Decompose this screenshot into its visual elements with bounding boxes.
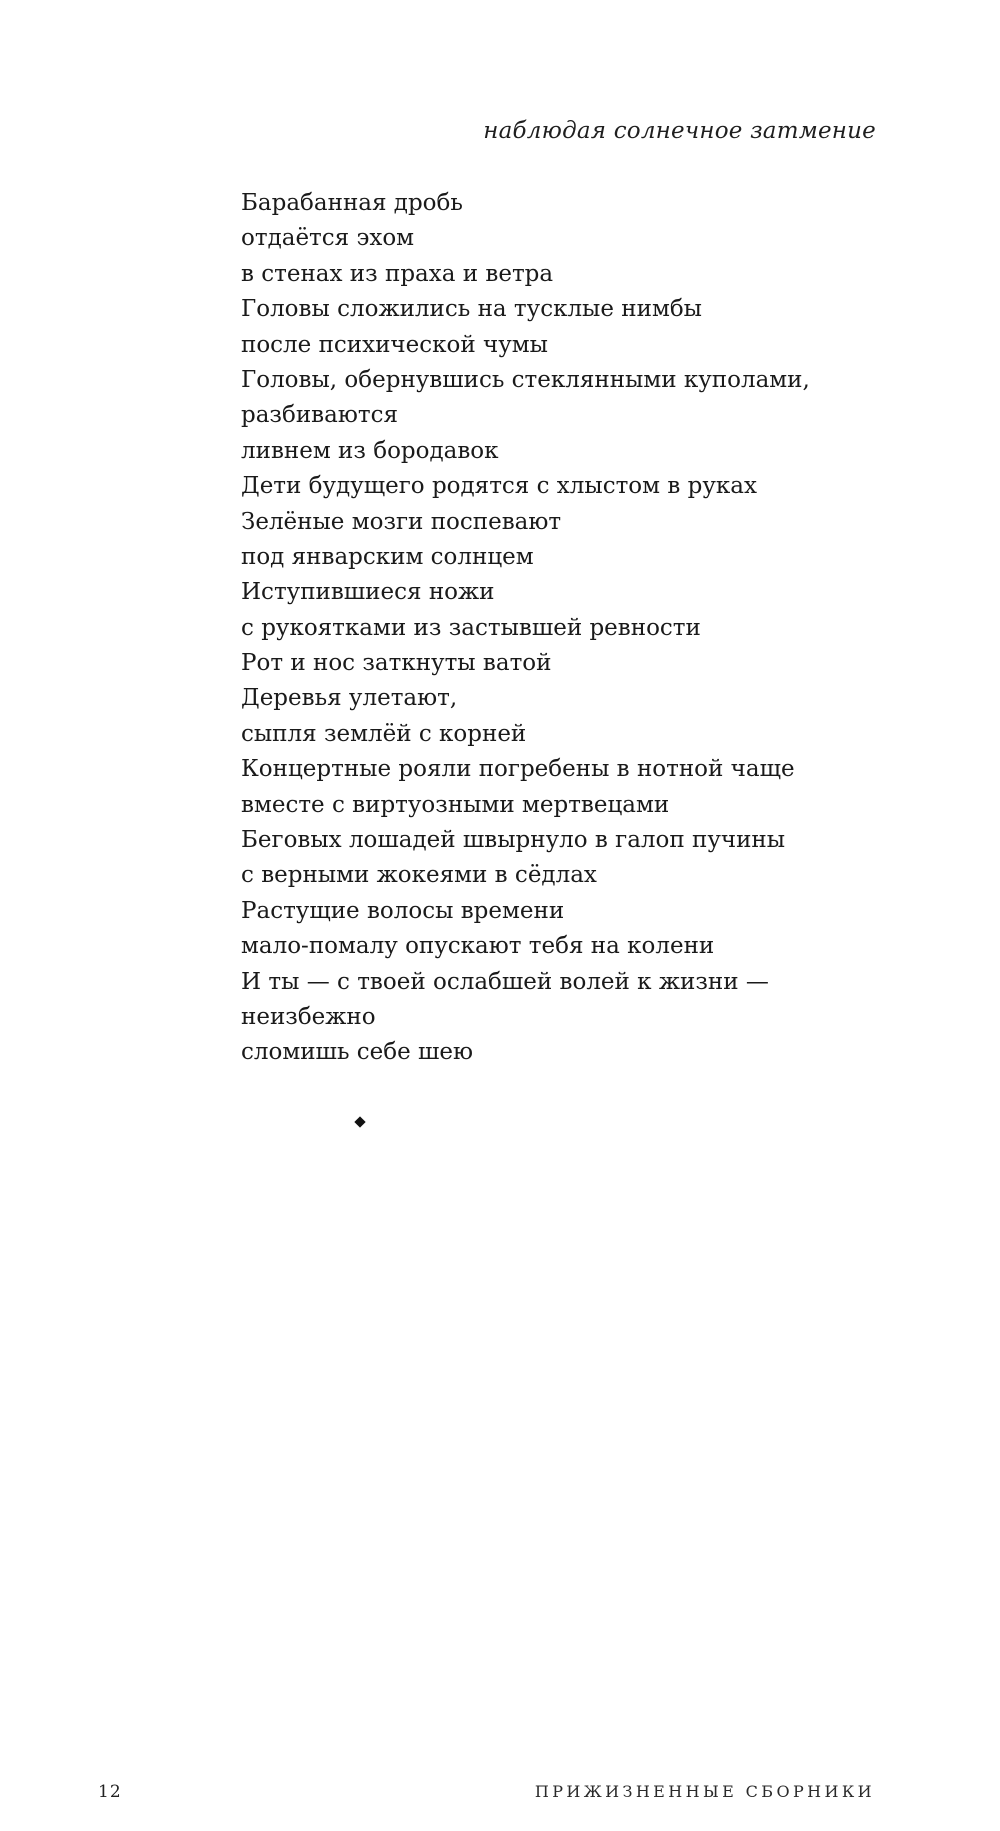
running-head-title: наблюдая солнечное затмение — [483, 118, 876, 144]
poem-line: мало-помалу опускают тебя на колени — [241, 933, 715, 960]
poem-line: сломишь себе шею — [241, 1039, 474, 1066]
poem-line: сыпля землёй с корней — [241, 720, 527, 747]
page-number: 12 — [98, 1782, 122, 1802]
poem-line: в стенах из праха и ветра — [241, 260, 554, 287]
footer-section-title: ПРИЖИЗНЕННЫЕ СБОРНИКИ — [534, 1782, 875, 1801]
poem-line: Барабанная дробь — [241, 190, 463, 216]
poem-line: с верными жокеями в сёдлах — [241, 862, 597, 889]
poem-line: разбиваются — [241, 402, 398, 429]
poem-line: после психической чумы — [241, 331, 548, 358]
poem-line: Растущие волосы времени — [241, 897, 565, 924]
poem-line: с рукоятками из застывшей ревности — [241, 614, 701, 641]
poem-line: Иступившиеся ножи — [241, 579, 495, 606]
poem-line: вместе с виртуозными мертвецами — [241, 791, 670, 818]
poem-line: Дети будущего родятся с хлыстом в руках — [241, 473, 757, 500]
poem-line: Головы, обернувшись стеклянными куполами, — [241, 366, 810, 393]
poem-line: ливнем из бородавок — [241, 437, 499, 464]
poem-line: Концертные рояли погребены в нотной чаще — [241, 756, 795, 783]
poem-line: Головы сложились на тусклые нимбы — [241, 296, 702, 323]
poem-line: Рот и нос заткнуты ватой — [241, 650, 552, 677]
poem-line: Зелёные мозги поспевают — [241, 508, 562, 535]
poem-line: Беговых лошадей швырнуло в галоп пучины — [241, 827, 786, 854]
poem-line: отдаётся эхом — [241, 225, 415, 252]
poem-line: Деревья улетают, — [241, 685, 458, 712]
poem-line: неизбежно — [241, 1003, 376, 1030]
end-ornament-diamond-icon — [354, 1116, 365, 1127]
poem-line: под январским солнцем — [241, 543, 534, 570]
poem-line: И ты — с твоей ослабшей волей к жизни — — [241, 968, 769, 995]
poem-body — [241, 186, 861, 1071]
